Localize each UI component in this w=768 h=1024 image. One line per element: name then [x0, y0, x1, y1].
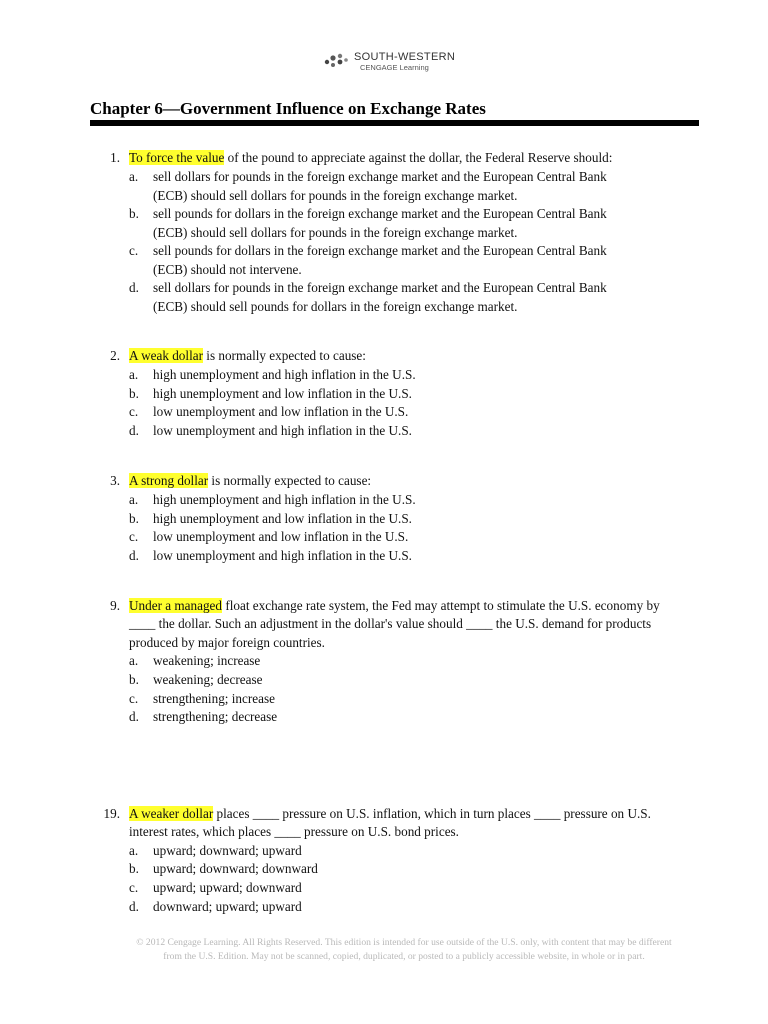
option-text: strengthening; decrease	[153, 709, 278, 724]
option-text: upward; downward; downward	[153, 861, 318, 876]
highlighted-phrase: To force the value	[129, 150, 225, 165]
option-letter: b.	[129, 206, 139, 221]
question-number: 3.	[110, 473, 120, 488]
option-letter: d.	[129, 899, 139, 914]
option-letter: c.	[129, 529, 139, 544]
option-text: sell pounds for dollars in the foreign exchange market and the European Central Bank	[153, 243, 607, 258]
option-text: low unemployment and high inflation in the U.S.	[153, 548, 412, 563]
question-number: 2.	[110, 348, 120, 363]
publisher-logo	[322, 50, 482, 72]
option-letter: c.	[129, 880, 139, 895]
title-rule	[90, 120, 699, 126]
option-letter: a.	[129, 492, 139, 507]
option-letter: a.	[129, 843, 139, 858]
option-letter: c.	[129, 691, 139, 706]
question-stem-text: places ____ pressure on U.S. inflation, which in turn places ____ pressure on U.S.	[213, 806, 651, 821]
highlighted-phrase: Under a managed	[129, 598, 223, 613]
option-letter: a.	[129, 367, 139, 382]
option-text: high unemployment and low inflation in the U.S.	[153, 386, 412, 401]
question-stem-continued: interest rates, which places ____ pressure on U.S. bond prices.	[129, 824, 459, 839]
highlighted-phrase: A strong dollar	[129, 473, 209, 488]
question-stem	[129, 596, 660, 615]
question-stem	[129, 804, 651, 823]
option-text: sell dollars for pounds in the foreign exchange market and the European Central Bank	[153, 280, 607, 295]
question-stem-text: float exchange rate system, the Fed may attempt to stimulate the U.S. economy by	[222, 598, 660, 613]
option-text: (ECB) should sell dollars for pounds in the foreign exchange market.	[153, 188, 518, 203]
option-letter: b.	[129, 511, 139, 526]
option-text: high unemployment and high inflation in the U.S.	[153, 492, 416, 507]
question-stem	[129, 346, 366, 365]
option-letter: a.	[129, 169, 139, 184]
option-text: (ECB) should not intervene.	[153, 262, 302, 277]
option-letter: d.	[129, 548, 139, 563]
option-text: sell dollars for pounds in the foreign exchange market and the European Central Bank	[153, 169, 607, 184]
option-letter: a.	[129, 653, 139, 668]
question-stem-text: of the pound to appreciate against the dollar, the Federal Reserve should:	[224, 150, 613, 165]
option-letter: d.	[129, 709, 139, 724]
option-letter: d.	[129, 280, 139, 295]
option-text: downward; upward; upward	[153, 899, 302, 914]
option-text: high unemployment and low inflation in the U.S.	[153, 511, 412, 526]
question-stem-continued: ____ the dollar. Such an adjustment in the dollar's value should ____ the U.S. demand for products	[129, 616, 652, 631]
logo-mark-icon	[322, 52, 350, 70]
question-number: 19.	[103, 806, 120, 821]
option-letter: b.	[129, 672, 139, 687]
question-stem-continued: produced by major foreign countries.	[129, 635, 325, 650]
footer-line: © 2012 Cengage Learning. All Rights Reserved. This edition is intended for use outside of the U.S. only, with content that may be different	[136, 937, 672, 948]
option-text: upward; upward; downward	[153, 880, 302, 895]
option-text: strengthening; increase	[153, 691, 275, 706]
option-text: (ECB) should sell dollars for pounds in the foreign exchange market.	[153, 225, 518, 240]
highlighted-phrase: A weaker dollar	[129, 806, 214, 821]
option-text: sell pounds for dollars in the foreign exchange market and the European Central Bank	[153, 206, 607, 221]
copyright-footer	[110, 936, 698, 964]
option-text: low unemployment and low inflation in the U.S.	[153, 404, 409, 419]
option-text: low unemployment and low inflation in the U.S.	[153, 529, 409, 544]
logo-title: SOUTH-WESTERN	[354, 51, 456, 63]
logo-subtitle: CENGAGE Learning	[360, 63, 429, 72]
question-stem-text: is normally expected to cause:	[202, 348, 366, 363]
option-letter: c.	[129, 243, 139, 258]
option-letter: b.	[129, 386, 139, 401]
option-letter: b.	[129, 861, 139, 876]
question-stem	[129, 148, 612, 167]
option-text: weakening; increase	[153, 653, 261, 668]
question-stem-text: is normally expected to cause:	[208, 473, 372, 488]
option-letter: c.	[129, 404, 139, 419]
footer-line: from the U.S. Edition. May not be scanned, copied, duplicated, or posted to a publicly accessible website, in whole or in part.	[163, 951, 645, 962]
chapter-title: Chapter 6—Government Influence on Exchange Rates	[90, 99, 486, 118]
question-number: 9.	[110, 598, 120, 613]
option-text: low unemployment and high inflation in the U.S.	[153, 423, 412, 438]
option-text: weakening; decrease	[153, 672, 263, 687]
question-number: 1.	[110, 150, 120, 165]
option-letter: d.	[129, 423, 139, 438]
highlighted-phrase: A weak dollar	[129, 348, 203, 363]
option-text: high unemployment and high inflation in the U.S.	[153, 367, 416, 382]
option-text: upward; downward; upward	[153, 843, 302, 858]
question-stem	[129, 471, 371, 490]
option-text: (ECB) should sell pounds for dollars in the foreign exchange market.	[153, 299, 518, 314]
